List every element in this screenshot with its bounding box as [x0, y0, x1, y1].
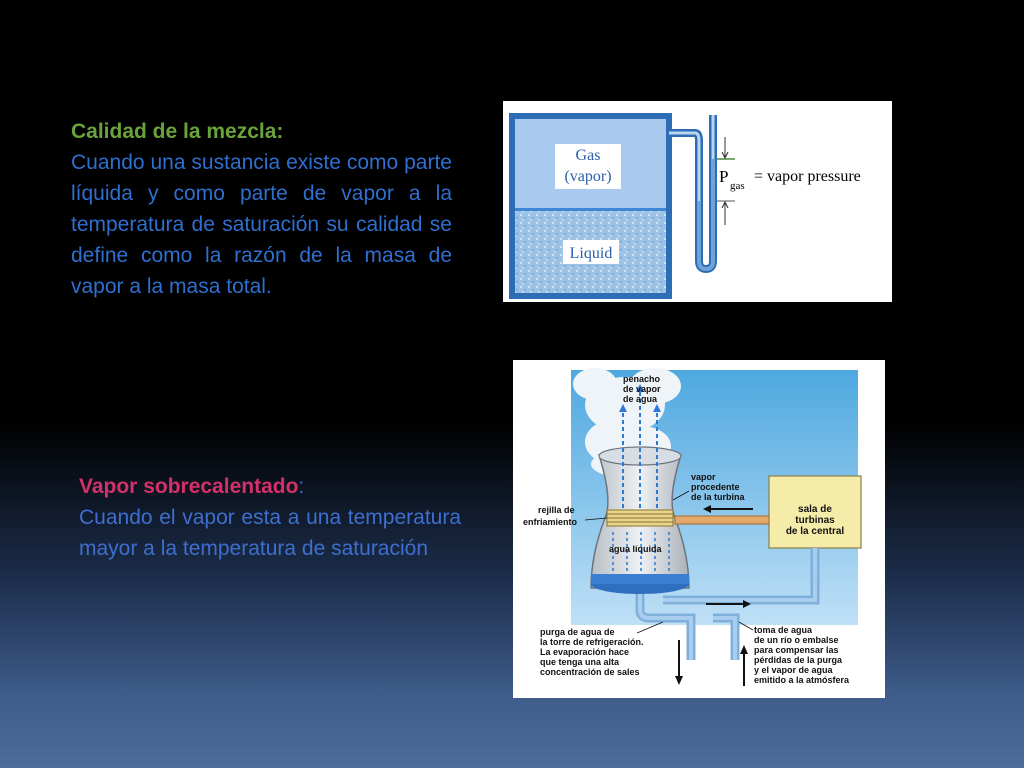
plume-label-3: de agua	[623, 394, 658, 404]
steam-pipe	[675, 516, 769, 524]
pressure-subscript: gas	[730, 180, 745, 192]
quality-text-block	[71, 116, 452, 302]
superheated-text-block	[79, 471, 461, 564]
gas-label: Gas	[575, 147, 601, 164]
steam-label-3: de la turbina	[691, 492, 745, 502]
steam-label-2: procedente	[691, 482, 740, 492]
turbine-room-label-3: de la central	[785, 526, 845, 537]
turbine-room-label-2: turbinas	[795, 515, 835, 526]
intake-label-5: y el vapor de agua	[754, 665, 833, 675]
pressure-symbol: P	[719, 167, 729, 186]
intake-label-3: para compensar las	[754, 645, 839, 655]
intake-label-6: emitido a la atmósfera	[754, 675, 850, 685]
superheated-heading-colon: :	[298, 475, 305, 498]
intake-label-4: pérdidas de la purga	[754, 655, 843, 665]
superheated-heading: Vapor sobrecalentado	[79, 475, 299, 498]
plume-label-1: penacho	[623, 374, 661, 384]
liquid-label: Liquid	[569, 245, 613, 262]
purge-label-1: purga de agua de	[540, 627, 615, 637]
grid-label-2: enfriamiento	[523, 517, 578, 527]
plume-label-2: de vapor	[623, 384, 661, 394]
intake-label-2: de un río o embalse	[754, 635, 839, 645]
pressure-equation: = vapor pressure	[754, 168, 861, 185]
cooling-tower-diagram	[513, 360, 885, 698]
purge-label-2: la torre de refrigeración.	[540, 637, 644, 647]
cooling-tower-figure	[513, 360, 885, 698]
superheated-heading-line	[79, 471, 461, 502]
vapor-pressure-figure	[503, 101, 892, 302]
vapor-pressure-diagram	[503, 101, 892, 302]
purge-label-4: que tenga una alta	[540, 657, 620, 667]
superheated-body: Cuando el vapor esta a una temperatura mayor a la temperatura de saturación	[79, 506, 461, 560]
steam-label-1: vapor	[691, 472, 716, 482]
quality-heading: Calidad de la mezcla:	[71, 120, 284, 143]
water-label: agua líquida	[609, 544, 662, 554]
turbine-room-label-1: sala de	[798, 504, 832, 515]
grid-label-1: rejilla de	[538, 505, 575, 515]
quality-body: Cuando una sustancia existe como parte líquida y como parte de vapor a la temperatura de saturación su calidad se define como la razón de la masa de vapor a la masa total.	[71, 151, 452, 298]
manometer-tube	[669, 115, 713, 269]
purge-label-3: La evaporación hace	[540, 647, 630, 657]
purge-label-5: concentración de sales	[540, 667, 640, 677]
intake-label-1: toma de agua	[754, 625, 813, 635]
vapor-label: (vapor)	[564, 168, 612, 185]
